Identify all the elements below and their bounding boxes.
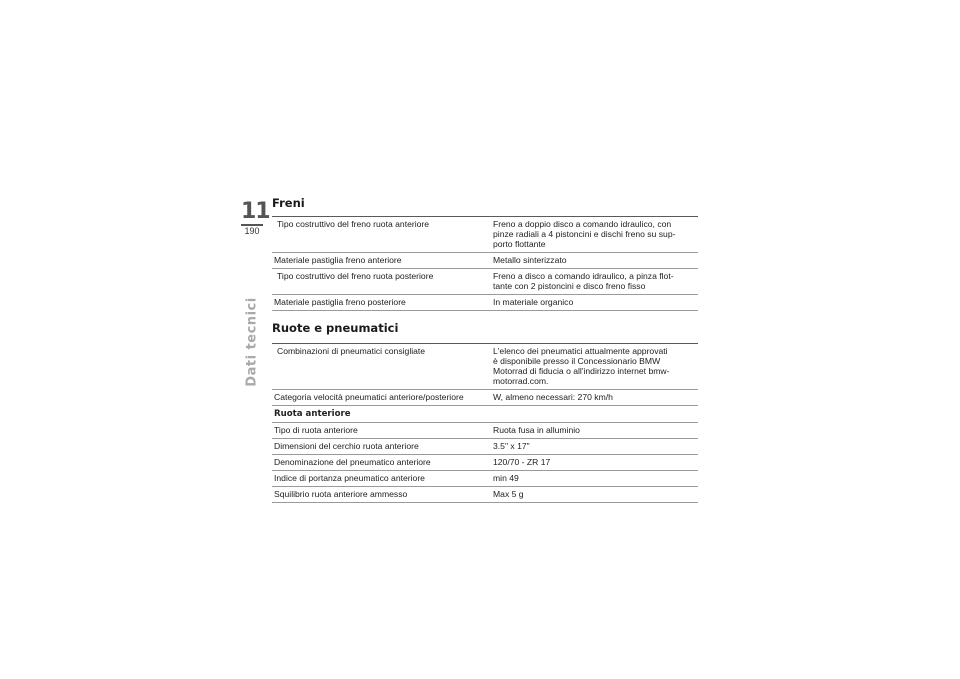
spec-label: Materiale pastiglia freno posteriore bbox=[274, 297, 406, 307]
spec-value-line: pinze radiali a 4 pistoncini e dischi freno su sup- bbox=[493, 229, 676, 239]
table-row bbox=[272, 344, 698, 390]
chapter-marker bbox=[241, 199, 270, 237]
subheading-front-wheel: Ruota anteriore bbox=[274, 409, 351, 419]
spec-label: Combinazioni di pneumatici consigliate bbox=[277, 346, 426, 356]
spec-value-line: L'elenco dei pneumatici attualmente approvati bbox=[493, 346, 668, 356]
spec-value-line: Freno a disco a comando idraulico, a pinza flot- bbox=[493, 271, 674, 281]
spec-value-line: è disponibile presso il Concessionario BMW bbox=[493, 356, 661, 366]
spec-value bbox=[493, 344, 698, 390]
section-title-freni: Freni bbox=[272, 196, 305, 210]
spec-value bbox=[493, 390, 698, 406]
wheels-table bbox=[272, 343, 698, 503]
spec-value-line: tante con 2 pistoncini e disco freno fisso bbox=[493, 281, 646, 291]
spec-label: Materiale pastiglia freno anteriore bbox=[274, 255, 402, 265]
spec-value-line: W, almeno necessari: 270 km/h bbox=[493, 392, 613, 402]
chapter-side-title: Dati tecnici bbox=[244, 297, 260, 387]
table-row bbox=[272, 253, 698, 269]
table-row bbox=[272, 455, 698, 471]
section-title-ruote: Ruote e pneumatici bbox=[272, 321, 399, 335]
spec-value: Max 5 g bbox=[493, 489, 524, 499]
spec-value: min 49 bbox=[493, 473, 519, 483]
table-subheading-row bbox=[272, 406, 698, 423]
spec-label: Tipo costruttivo del freno ruota posteriore bbox=[277, 271, 434, 281]
spec-label: Categoria velocità pneumatici anteriore/posteriore bbox=[274, 392, 464, 402]
spec-label: Tipo costruttivo del freno ruota anteriore bbox=[277, 219, 430, 229]
spec-value-line: Metallo sinterizzato bbox=[493, 255, 567, 265]
table-row bbox=[272, 217, 698, 253]
spec-value-line: In materiale organico bbox=[493, 297, 574, 307]
spec-label: Squilibrio ruota anteriore ammesso bbox=[274, 489, 408, 499]
table-row bbox=[272, 487, 698, 503]
spec-value bbox=[493, 269, 698, 295]
table-row bbox=[272, 295, 698, 311]
spec-label: Tipo di ruota anteriore bbox=[274, 425, 358, 435]
spec-value-line: porto flottante bbox=[493, 239, 546, 249]
brakes-table bbox=[272, 216, 698, 311]
table-row bbox=[272, 471, 698, 487]
spec-value: 3.5" x 17" bbox=[493, 441, 530, 451]
chapter-number: 11 bbox=[241, 199, 270, 224]
page-number: 190 bbox=[241, 224, 263, 237]
spec-label: Denominazione del pneumatico anteriore bbox=[274, 457, 431, 467]
spec-value: Ruota fusa in alluminio bbox=[493, 425, 580, 435]
spec-label: Indice di portanza pneumatico anteriore bbox=[274, 473, 425, 483]
page-content bbox=[272, 196, 698, 503]
spec-label: Dimensioni del cerchio ruota anteriore bbox=[274, 441, 419, 451]
table-row bbox=[272, 423, 698, 439]
table-row bbox=[272, 390, 698, 406]
spec-value bbox=[493, 253, 698, 269]
table-row bbox=[272, 269, 698, 295]
spec-value: 120/70 - ZR 17 bbox=[493, 457, 551, 467]
table-row bbox=[272, 439, 698, 455]
spec-value bbox=[493, 295, 698, 311]
spec-value-line: motorrad.com. bbox=[493, 376, 549, 386]
spec-value-line: Motorrad di fiducia o all'indirizzo internet bmw- bbox=[493, 366, 670, 376]
spec-value-line: Freno a doppio disco a comando idraulico, con bbox=[493, 219, 672, 229]
spec-value bbox=[493, 217, 698, 253]
